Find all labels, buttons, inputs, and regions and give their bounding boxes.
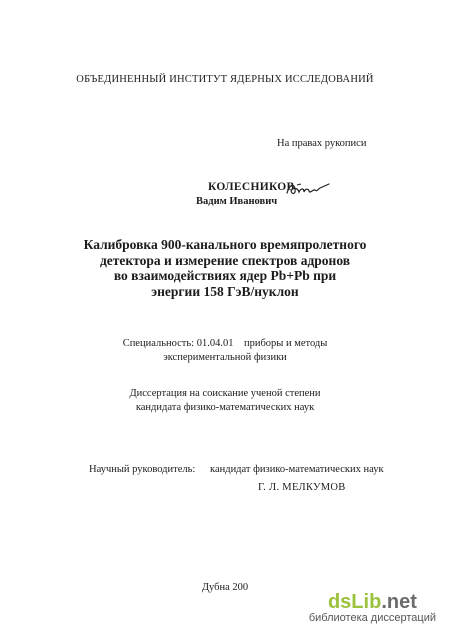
degree-line: Диссертация на соискание ученой степени [129,388,321,399]
author-name: Вадим Иванович [196,196,278,207]
title-line: во взаимодействиях ядер Pb+Pb при [113,268,337,283]
supervisor-label: Научный руководитель: [89,464,196,475]
dissertation-title [0,237,450,299]
supervisor-name: Г. Л. МЕЛКУМОВ [258,482,346,493]
specialty-line: Специальность: 01.04.01 приборы и методы [122,338,328,349]
degree-line: кандидата физико-математических наук [135,402,315,413]
author-surname: КОЛЕСНИКОВ [208,181,295,193]
title-line: энергии 158 ГэВ/нуклон [151,283,299,299]
degree-block [0,387,450,415]
title-line: детектора и измерение спектров адронов [99,252,351,268]
rights-notice: На правах рукописи [277,138,367,149]
supervisor-degree: кандидат физико-математических наук [210,464,384,475]
handwritten-signature [285,180,331,198]
dslib-watermark-logo[interactable] [309,592,436,625]
watermark-brand [309,592,436,612]
specialty-line: экспериментальной физики [163,352,287,363]
city-year: Дубна 200 [201,582,249,593]
specialty-block [0,337,450,365]
watermark-brand-green: dsLib [327,591,382,613]
watermark-subtitle: библиотека диссертаций [308,612,436,624]
watermark-brand-grey: .net [381,591,417,613]
organization-name: ОБЪЕДИНЕННЫЙ ИНСТИТУТ ЯДЕРНЫХ ИССЛЕДОВАНИЙ [76,74,374,85]
title-line: Калибровка 900-канального времяпролетного [83,237,367,252]
